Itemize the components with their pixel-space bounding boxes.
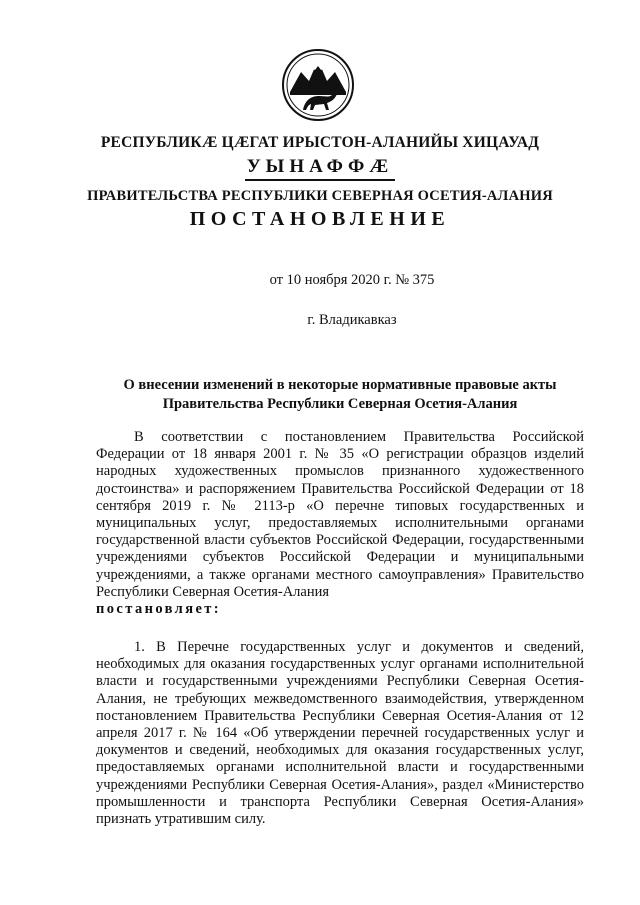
document-date-number: от 10 ноября 2020 г. № 375 (269, 272, 435, 288)
document-city: г. Владикавказ (307, 312, 397, 328)
coat-of-arms-icon (281, 48, 355, 122)
document-title-line-2: Правительства Республики Северная Осетия-Алания (162, 396, 518, 412)
document-title (96, 376, 584, 414)
ossetian-resolution-text: УЫНАФФӔ (245, 156, 396, 181)
ossetian-government-heading: РЕСПУБЛИКӔ ЦӔГАТ ИРЫСТОН-АЛАНИЙЫ ХИЦАУАД (100, 134, 540, 151)
preamble-paragraph (96, 429, 584, 618)
document-title-line-1: О внесении изменений в некоторые нормативные правовые акты (123, 377, 557, 393)
preamble-text: В соответствии с постановлением Правительства Российской Федерации от 18 января 2001 г. № 35 «О регистрации образцов изделий народных художественных промыслов признанного художественного достоинства» и распоряжением Правительства Российской Федерации от 18 сентября 2019 г. № 2113-р «О перечне типовых государственных и муниципальных услуг, предоставляемых исполнительными органами государственной власти субъектов Российской Федерации, государственными учреждениями субъектов Российской Федерации и муниципальными учреждениями, а также органами местного самоуправления» Правительство Республики Северная Осетия-Алания (96, 429, 584, 600)
ossetian-resolution-heading (0, 156, 640, 181)
russian-resolution-heading: ПОСТАНОВЛЕНИЕ (189, 208, 451, 230)
item-1-paragraph: 1. В Перечне государственных услуг и документов и сведений, необходимых для оказания государственных услуг органами исполнительной власти и государственными учреждениями Республики Северная Осетия-Алания, не требующих межведомственного взаимодействия, утвержденном постановлением Правительства Республики Северная Осетия-Алания от 12 апреля 2017 г. № 164 «Об утверждении перечней государственных услуг и документов и сведений, необходимых для оказания государственных услуг, предоставляемых органами исполнительной власти и государственными учреждениями Республики Северная Осетия-Алания», раздел «Министерство промышленности и транспорта Республики Северная Осетия-Алания» признать утратившим силу. (96, 639, 584, 828)
russian-government-heading: ПРАВИТЕЛЬСТВА РЕСПУБЛИКИ СЕВЕРНАЯ ОСЕТИЯ-АЛАНИЯ (87, 188, 553, 204)
decree-word: постановляет: (96, 601, 222, 618)
